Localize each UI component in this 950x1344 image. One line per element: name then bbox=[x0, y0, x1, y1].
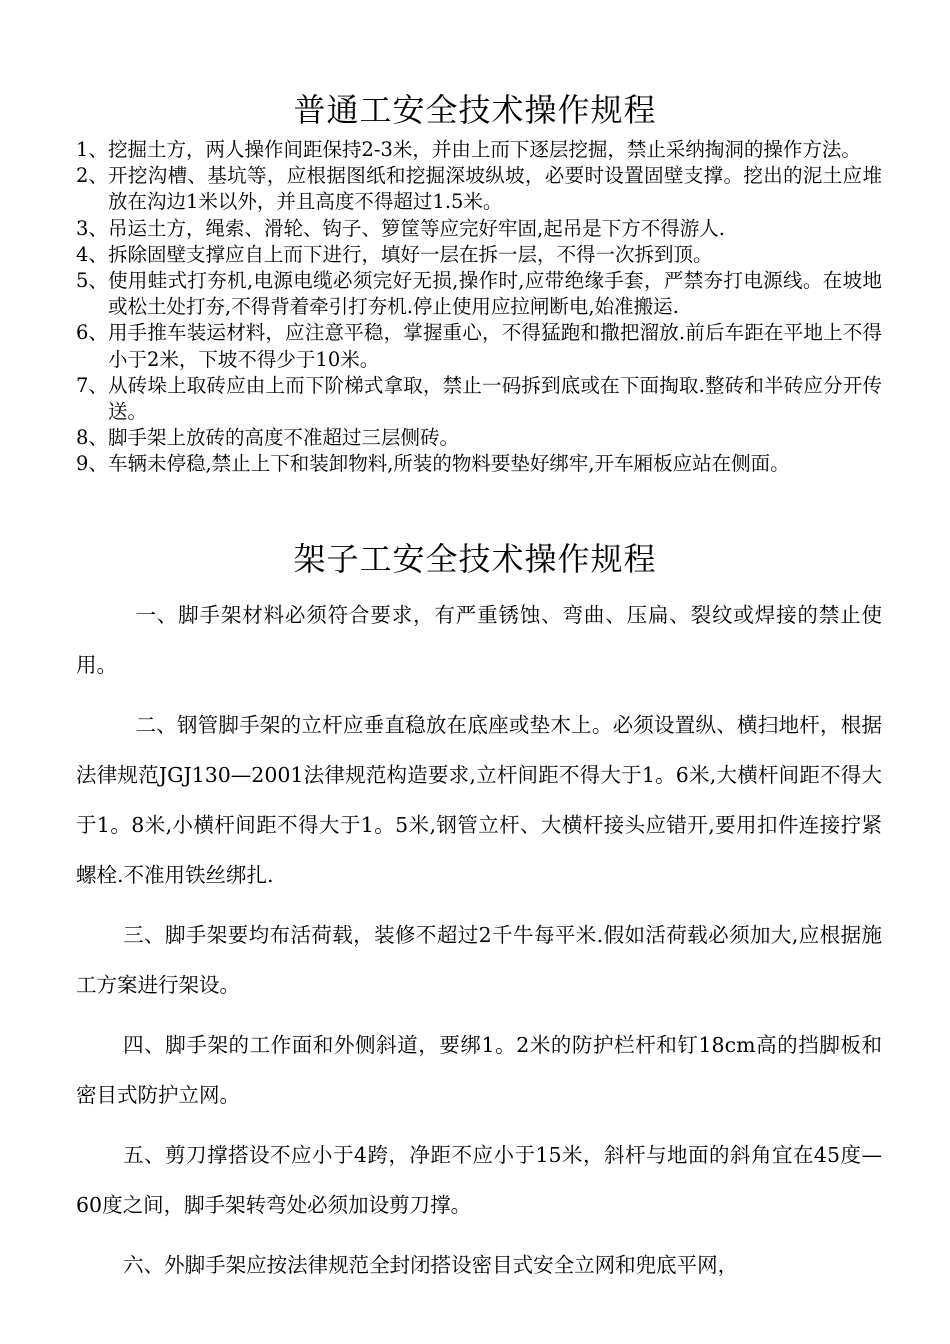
list-item bbox=[76, 268, 882, 320]
scaffolder-rules-body bbox=[76, 590, 882, 1300]
paragraph: 二、钢管脚手架的立杆应垂直稳放在底座或垫木上。必须设置纵、横扫地杆，根据法律规范JGJ130—2001法律规范构造要求,立杆间距不得大于1。6米,大横杆间距不得大于1。8米,小横杆间距不得大于1。5米,钢管立杆、大横杆接头应错开,要用扣件连接拧紧螺栓.不准用铁丝绑扎. bbox=[76, 713, 882, 887]
list-item-number: 1、 bbox=[76, 138, 108, 161]
list-item-number: 9、 bbox=[76, 452, 108, 476]
list-item-text: 从砖垛上取砖应由上而下阶梯式拿取，禁止一码拆到底或在下面掏取.整砖和半砖应分开传送。 bbox=[108, 373, 882, 424]
paragraph: 三、脚手架要均布活荷载，装修不超过2千牛每平米.假如活荷载必须加大,应根据施工方案进行架设。 bbox=[76, 923, 882, 997]
paragraph: 一、脚手架材料必须符合要求，有严重锈蚀、弯曲、压扁、裂纹或焊接的禁止使用。 bbox=[76, 603, 882, 677]
list-item-number: 3、 bbox=[76, 216, 108, 240]
paragraph: 五、剪刀撑搭设不应小于4跨，净距不应小于15米，斜杆与地面的斜角宜在45度—60度之间，脚手架转弯处必须加设剪刀撑。 bbox=[76, 1143, 882, 1217]
list-item-text: 用手推车装运材料，应注意平稳，掌握重心，不得猛跑和撒把溜放.前后车距在平地上不得小于2米，下坡不得少于10米。 bbox=[108, 321, 882, 371]
list-item-number: 2、 bbox=[76, 164, 108, 188]
list-item bbox=[76, 163, 882, 215]
list-item-text: 开挖沟槽、基坑等，应根据图纸和挖掘深坡纵坡，必要时设置固壁支撑。挖出的泥土应堆放在沟边1米以外，并且高度不得超过1.5米。 bbox=[108, 164, 882, 214]
general-worker-rules-list bbox=[76, 137, 882, 478]
list-item-text: 脚手架上放砖的高度不准超过三层侧砖。 bbox=[108, 426, 460, 450]
list-item bbox=[76, 373, 882, 425]
list-item-number: 7、 bbox=[76, 373, 108, 397]
list-item-text: 车辆未停稳,禁止上下和装卸物料,所装的物料要垫好绑牢,开车厢板应站在侧面。 bbox=[108, 452, 790, 476]
section-title-general-worker: 普通工安全技术操作规程 bbox=[293, 91, 657, 129]
paragraph: 六、外脚手架应按法律规范全封闭搭设密目式安全立网和兜底平网， bbox=[123, 1253, 739, 1277]
list-item-text: 吊运土方，绳索、滑轮、钩子、箩筐等应完好牢固,起吊是下方不得游人. bbox=[108, 216, 725, 240]
list-item-number: 4、 bbox=[76, 242, 108, 266]
list-item-number: 5、 bbox=[76, 269, 108, 293]
list-item bbox=[76, 451, 882, 477]
list-item-text: 使用蛙式打夯机,电源电缆必须完好无损,操作时,应带绝缘手套，严禁夯打电源线。在坡地或松土处打夯,不得背着牵引打夯机.停止使用应拉闸断电,始准搬运. bbox=[108, 269, 882, 319]
list-item bbox=[76, 137, 882, 163]
list-item-text: 拆除固壁支撑应自上而下进行，填好一层在拆一层，不得一次拆到顶。 bbox=[108, 242, 713, 266]
list-item bbox=[76, 242, 882, 268]
list-item-number: 6、 bbox=[76, 321, 108, 345]
paragraph: 四、脚手架的工作面和外侧斜道，要绑1。2米的防护栏杆和钉18cm高的挡脚板和密目式防护立网。 bbox=[76, 1033, 882, 1107]
section-title-scaffolder: 架子工安全技术操作规程 bbox=[293, 540, 657, 578]
list-item-number: 8、 bbox=[76, 426, 108, 450]
list-item bbox=[76, 425, 882, 451]
list-item bbox=[76, 320, 882, 372]
list-item bbox=[76, 216, 882, 242]
list-item-text: 挖掘土方，两人操作间距保持2-3米，并由上而下逐层挖掘，禁止采纳掏洞的操作方法。 bbox=[108, 138, 861, 161]
